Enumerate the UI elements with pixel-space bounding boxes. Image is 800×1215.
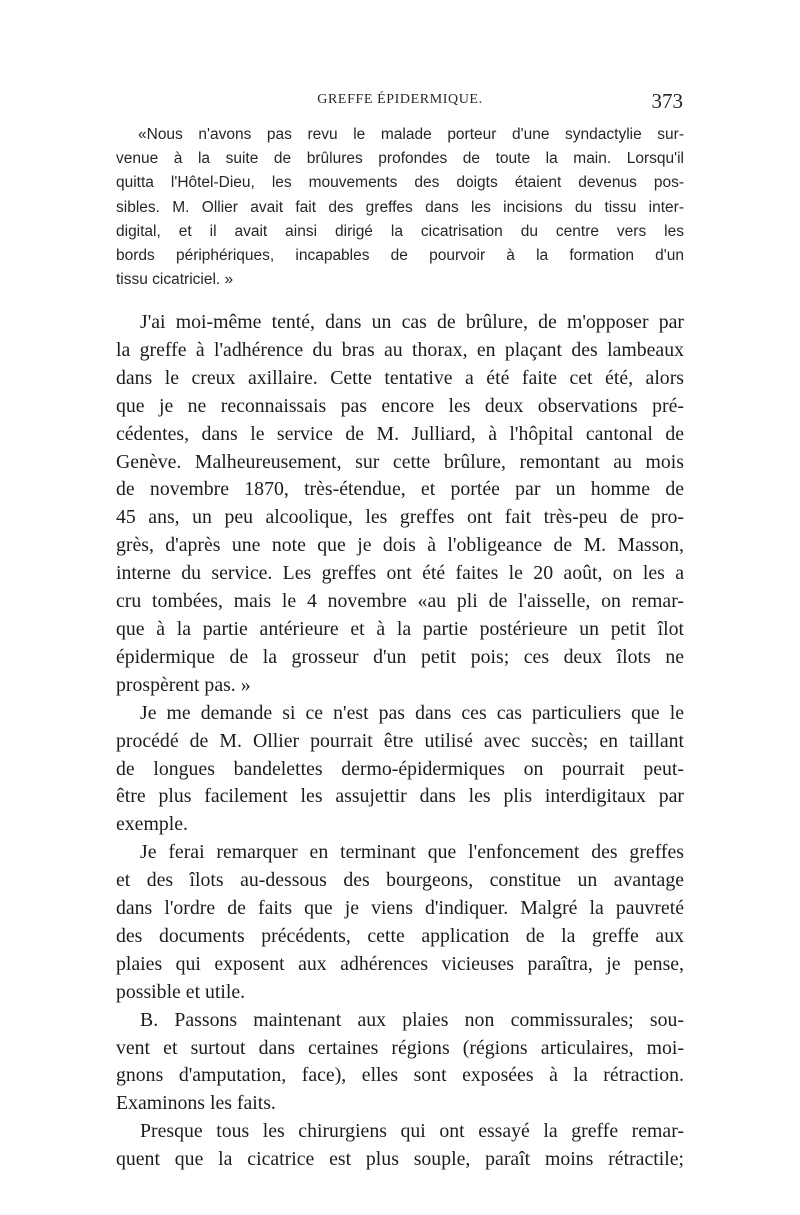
page-header: [115, 89, 685, 116]
body-line: cédentes, dans le service de M. Julliard, à l'hôpital cantonal de: [116, 422, 684, 445]
body-line: procédé de M. Ollier pourrait être utilisé avec succès; en taillant: [116, 729, 684, 752]
body-line: exemple.: [116, 813, 188, 836]
quote-line: «Nous n'avons pas revu le malade porteur d'une syndactylie sur-: [138, 126, 684, 143]
quote-line: tissu cicatriciel. »: [116, 271, 234, 289]
body-line: grès, d'après une note que je dois à l'obligeance de M. Masson,: [116, 534, 684, 557]
body-line: possible et utile.: [116, 980, 246, 1003]
quote-line: bords périphériques, incapables de pourvoir à la formation d'un: [116, 247, 684, 265]
body-line: être plus facilement les assujettir dans les plis interdigitaux par: [116, 785, 684, 808]
quote-line: quitta l'Hôtel-Dieu, les mouvements des doigts étaient devenus pos-: [116, 174, 684, 192]
body-line: que je ne reconnaissais pas encore les deux observations pré-: [116, 394, 684, 417]
body-line: de longues bandelettes dermo-épidermiques on pourrait peut-: [116, 757, 684, 780]
body-line: la greffe à l'adhérence du bras au thorax, en plaçant des lambeaux: [116, 338, 684, 361]
body-line: de novembre 1870, très-étendue, et portée par un homme de: [116, 478, 684, 501]
running-head: GREFFE ÉPIDERMIQUE.: [317, 92, 483, 107]
body-line: interne du service. Les greffes ont été faites le 20 août, on les a: [116, 562, 684, 585]
body-line: Je ferai remarquer en terminant que l'enfoncement des greffes: [140, 841, 684, 864]
body-line: et des îlots au-dessous des bourgeons, constitue un avantage: [116, 869, 684, 892]
quote-line: sibles. M. Ollier avait fait des greffes dans les incisions du tissu inter-: [116, 198, 684, 216]
body-line: quent que la cicatrice est plus souple, paraît moins rétractile;: [116, 1148, 684, 1171]
quote-line: digital, et il avait ainsi dirigé la cicatrisation du centre vers les: [116, 222, 684, 240]
body-line: 45 ans, un peu alcoolique, les greffes ont fait très-peu de pro-: [116, 506, 684, 529]
body-line: dans le creux axillaire. Cette tentative a été faite cet été, alors: [116, 366, 684, 389]
body-line: J'ai moi-même tenté, dans un cas de brûlure, de m'opposer par: [140, 311, 684, 333]
body-line: Examinons les faits.: [116, 1092, 276, 1115]
body-line: plaies qui exposent aux adhérences vicieuses paraîtra, je pense,: [116, 952, 684, 975]
body-line: épidermique de la grosseur d'un petit pois; ces deux îlots ne: [116, 645, 684, 668]
body-line: Presque tous les chirurgiens qui ont essayé la greffe remar-: [140, 1120, 684, 1143]
page-number: 373: [651, 89, 683, 113]
body-line: vent et surtout dans certaines régions (régions articulaires, moi-: [116, 1036, 684, 1059]
quoted-passage: [116, 123, 684, 292]
body-line: gnons d'amputation, face), elles sont exposées à la rétraction.: [116, 1064, 684, 1087]
quote-line: venue à la suite de brûlures profondes de toute la main. Lorsqu'il: [116, 150, 684, 168]
body-line: B. Passons maintenant aux plaies non commissurales; sou-: [140, 1008, 684, 1031]
body-line: cru tombées, mais le 4 novembre «au pli de l'aisselle, on remar-: [116, 590, 684, 613]
body-line: Je me demande si ce n'est pas dans ces cas particuliers que le: [140, 701, 684, 724]
body-line: Genève. Malheureusement, sur cette brûlure, remontant au mois: [116, 450, 684, 473]
body-line: des documents précédents, cette application de la greffe aux: [116, 924, 684, 947]
body-line: que à la partie antérieure et à la partie postérieure un petit îlot: [116, 617, 684, 640]
body-line: dans l'ordre de faits que je viens d'indiquer. Malgré la pauvreté: [116, 897, 684, 920]
main-text: [116, 309, 684, 1174]
body-line: prospèrent pas. »: [116, 673, 251, 696]
